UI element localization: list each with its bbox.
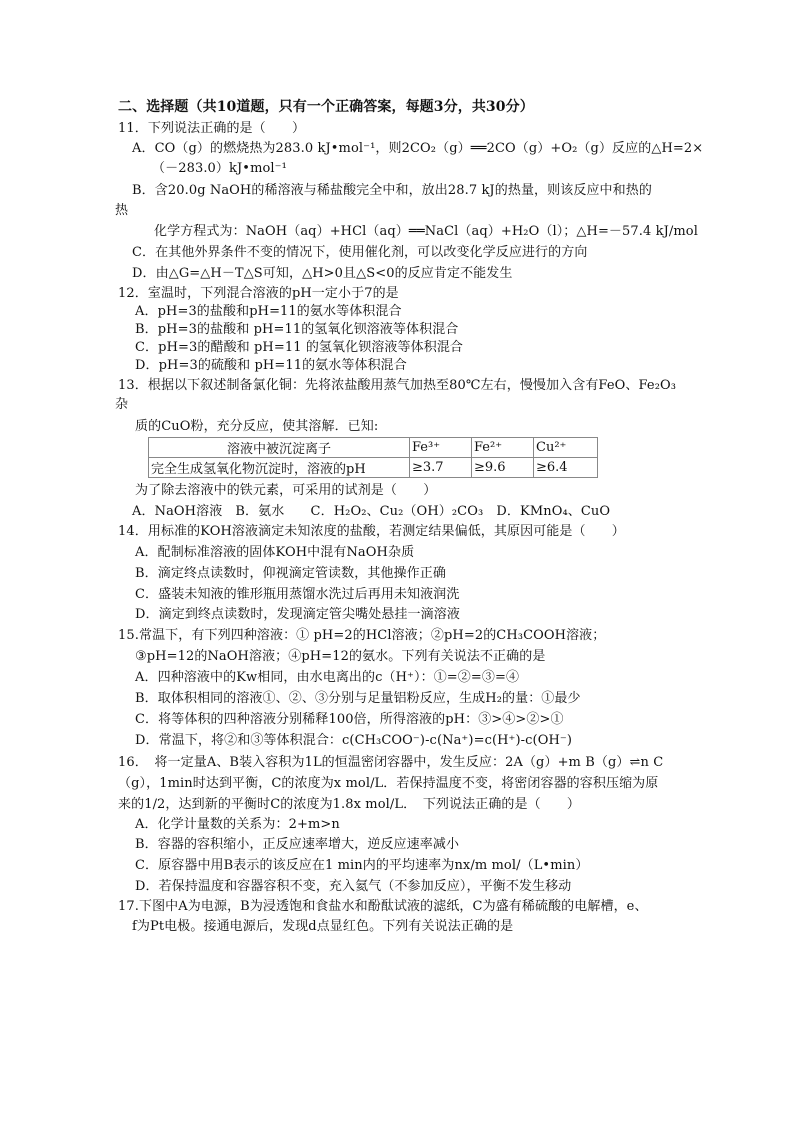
q14-option-a: A．配制标准溶液的固体KOH中混有NaOH杂质: [135, 545, 415, 560]
table-header-cell: 溶液中被沉淀离子: [149, 438, 410, 458]
q14-option-c: C．盛装未知液的锥形瓶用蒸馏水洗过后再用未知液润洗: [135, 587, 460, 602]
table-cell: 完全生成氢氧化物沉淀时，溶液的pH: [149, 458, 410, 478]
q12-option-a: A．pH=3的盐酸和pH=11的氨水等体积混合: [135, 304, 402, 319]
table-row: [149, 458, 598, 478]
table-cell: ≥3.7: [410, 458, 472, 478]
q16-option-c: C．原容器中用B表示的该反应在1 min内的平均速率为nx/m mol/（L•min）: [135, 858, 589, 873]
q13-question: 为了除去溶液中的铁元素，可采用的试剂是（ ）: [135, 483, 437, 498]
q13-stem-line1: 13．根据以下叙述制备氯化铜：先将浓盐酸用蒸气加热至80℃左右，慢慢加入含有FeO、Fe₂O₃: [118, 378, 677, 393]
section-title: 二、选择题（共10道题，只有一个正确答案，每题3分，共30分）: [118, 99, 534, 115]
q11-option-b-line2: 热: [115, 203, 129, 218]
q16-option-d: D．若保持温度和容器容积不变，充入氦气（不参加反应），平衡不发生移动: [135, 879, 572, 894]
table-cell: ≥9.6: [472, 458, 534, 478]
q16-stem-line1: 16． 将一定量A、B装入容积为1L的恒温密闭容器中，发生反应：2A（g）+m B（g）⇌n C: [118, 755, 664, 770]
q16-stem-line3: 来的1/2，达到新的平衡时C的浓度为1.8x mol/L． 下列说法正确的是（ ）: [118, 797, 581, 812]
q11-option-a-line2: （－283.0）kJ•mol⁻¹: [152, 161, 287, 176]
table-header-cell: Fe²⁺: [472, 438, 534, 458]
table-cell: ≥6.4: [534, 458, 598, 478]
q15-stem-line1: 15.常温下，有下列四种溶液：① pH=2的HCl溶液；②pH=2的CH₃COOH溶液；: [118, 628, 606, 643]
q11-option-d: D．由△G=△H－T△S可知，△H>0且△S<0的反应肯定不能发生: [132, 266, 513, 281]
q11-option-a-line1: A．CO（g）的燃烧热为283.0 kJ•mol⁻¹，则2CO₂（g）══2CO（g）+O₂（g）反应的△H=2×: [132, 141, 704, 156]
q15-option-a: A．四种溶液中的Kᴡ相同，由水电离出的c（H⁺）：①=②=③=④: [135, 670, 520, 685]
q15-stem-line2: ③pH=12的NaOH溶液；④pH=12的氨水。下列有关说法不正确的是: [135, 649, 546, 664]
q13-stem-line2: 杂: [115, 397, 129, 412]
table-header-cell: Cu²⁺: [534, 438, 598, 458]
table-header-cell: Fe³⁺: [410, 438, 472, 458]
q13-stem-line3: 质的CuO粉，充分反应，使其溶解．已知:: [135, 419, 379, 434]
q14-option-b: B．滴定终点读数时，仰视滴定管读数，其他操作正确: [135, 566, 446, 581]
q16-option-b: B．容器的容积缩小，正反应速率增大，逆反应速率减小: [135, 837, 460, 852]
q17-stem-line2: f为Pt电极。接通电源后，发现d点显红色。下列有关说法正确的是: [132, 919, 514, 934]
q15-option-b: B．取体积相同的溶液①、②、③分别与足量铝粉反应，生成H₂的量：①最少: [135, 691, 581, 706]
q16-option-a: A．化学计量数的关系为：2+m>n: [135, 817, 340, 832]
precipitation-ph-table: [148, 437, 598, 478]
q12-option-b: B．pH=3的盐酸和 pH=11的氢氧化钡溶液等体积混合: [135, 322, 459, 337]
q17-stem-line1: 17.下图中A为电源，B为浸透饱和食盐水和酚酞试液的滤纸，C为盛有稀硫酸的电解槽，e、: [118, 899, 648, 914]
q15-option-d: D．常温下，将②和③等体积混合：c(CH₃COO⁻)-c(Na⁺)=c(H⁺)-c(OH⁻): [135, 733, 573, 748]
q15-option-c: C．将等体积的四种溶液分别稀释100倍，所得溶液的pH：③>④>②>①: [135, 712, 564, 727]
q12-option-c: C．pH=3的醋酸和 pH=11 的氢氧化钡溶液等体积混合: [135, 340, 464, 355]
q11-option-b-line3: 化学方程式为：NaOH（aq）+HCl（aq）══NaCl（aq）+H₂O（l）；△H=－57.4 kJ/mol: [154, 224, 698, 239]
q12-option-d: D．pH=3的硫酸和 pH=11的氨水等体积混合: [135, 358, 407, 373]
q11-stem: 11．下列说法正确的是（ ）: [118, 121, 306, 136]
q14-stem: 14．用标准的KOH溶液滴定未知浓度的盐酸，若测定结果偏低，其原因可能是（ ）: [118, 524, 625, 539]
q11-option-b-line1: B．含20.0g NaOH的稀溶液与稀盐酸完全中和，放出28.7 kJ的热量，则该反应中和热的: [132, 183, 652, 198]
table-header-row: [149, 438, 598, 458]
q16-stem-line2: （g），1min时达到平衡，C的浓度为x mol/L．若保持温度不变，将密闭容器的容积压缩为原: [118, 776, 659, 791]
q12-stem: 12．室温时，下列混合溶液的pH一定小于7的是: [118, 286, 399, 301]
q14-option-d: D．滴定到终点读数时，发现滴定管尖嘴处悬挂一滴溶液: [135, 607, 460, 622]
q11-option-c: C．在其他外界条件不变的情况下，使用催化剂，可以改变化学反应进行的方向: [132, 245, 588, 260]
q13-options: A．NaOH溶液 B．氨水 C．H₂O₂、Cu₂（OH）₂CO₃ D．KMnO₄、CuO: [132, 504, 611, 519]
